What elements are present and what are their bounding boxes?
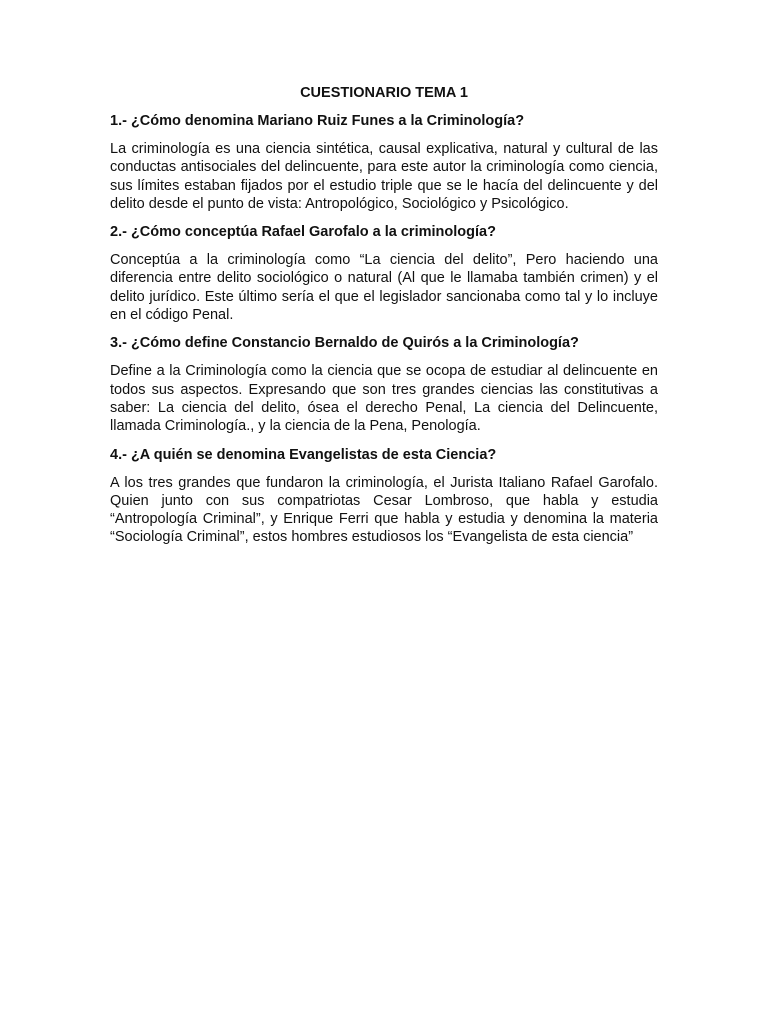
question-4: 4.- ¿A quién se denomina Evangelistas de esta Ciencia?: [110, 446, 497, 463]
answer-4: A los tres grandes que fundaron la criminología, el Jurista Italiano Rafael Garofalo. Quien junto con sus compatriotas Cesar Lombroso, que habla y estudia “Antropología Criminal”, y Enrique Ferri que habla y estudia y denomina la materia “Sociología Criminal”, estos hombres estudiosos los “Evangelista de esta ciencia”: [110, 474, 658, 546]
document-body: [110, 84, 658, 557]
document-title: CUESTIONARIO TEMA 1: [300, 85, 468, 101]
answer-1: La criminología es una ciencia sintética, causal explicativa, natural y cultural de las conductas antisociales del delincuente, para este autor la criminología como ciencia, sus límites estaban fijados por el estudio triple que se le hacía del delincuente y del delito desde el punto de vista: Antropológico, Sociológico y Psicológico.: [110, 141, 658, 212]
question-1: 1.- ¿Cómo denomina Mariano Ruiz Funes a la Criminología?: [110, 113, 525, 129]
answer-3: Define a la Criminología como la ciencia que se ocopa de estudiar al delincuente en todos sus aspectos. Expresando que son tres grandes ciencias las constitutivas a saber: La ciencia del delito, ósea el derecho Penal, La ciencia del Delincuente, llamada Criminología., y la ciencia de la Pena, Penología.: [110, 363, 658, 435]
question-3: 3.- ¿Cómo define Constancio Bernaldo de Quirós a la Criminología?: [110, 335, 579, 352]
question-2: 2.- ¿Cómo conceptúa Rafael Garofalo a la criminología?: [110, 224, 496, 241]
answer-2: Conceptúa a la criminología como “La ciencia del delito”, Pero haciendo una diferencia entre delito sociológico o natural (Al que le llamaba también crimen) y el delito jurídico. Este último sería el que el legislador sancionaba como tal y lo incluye en el código Penal.: [110, 252, 658, 324]
